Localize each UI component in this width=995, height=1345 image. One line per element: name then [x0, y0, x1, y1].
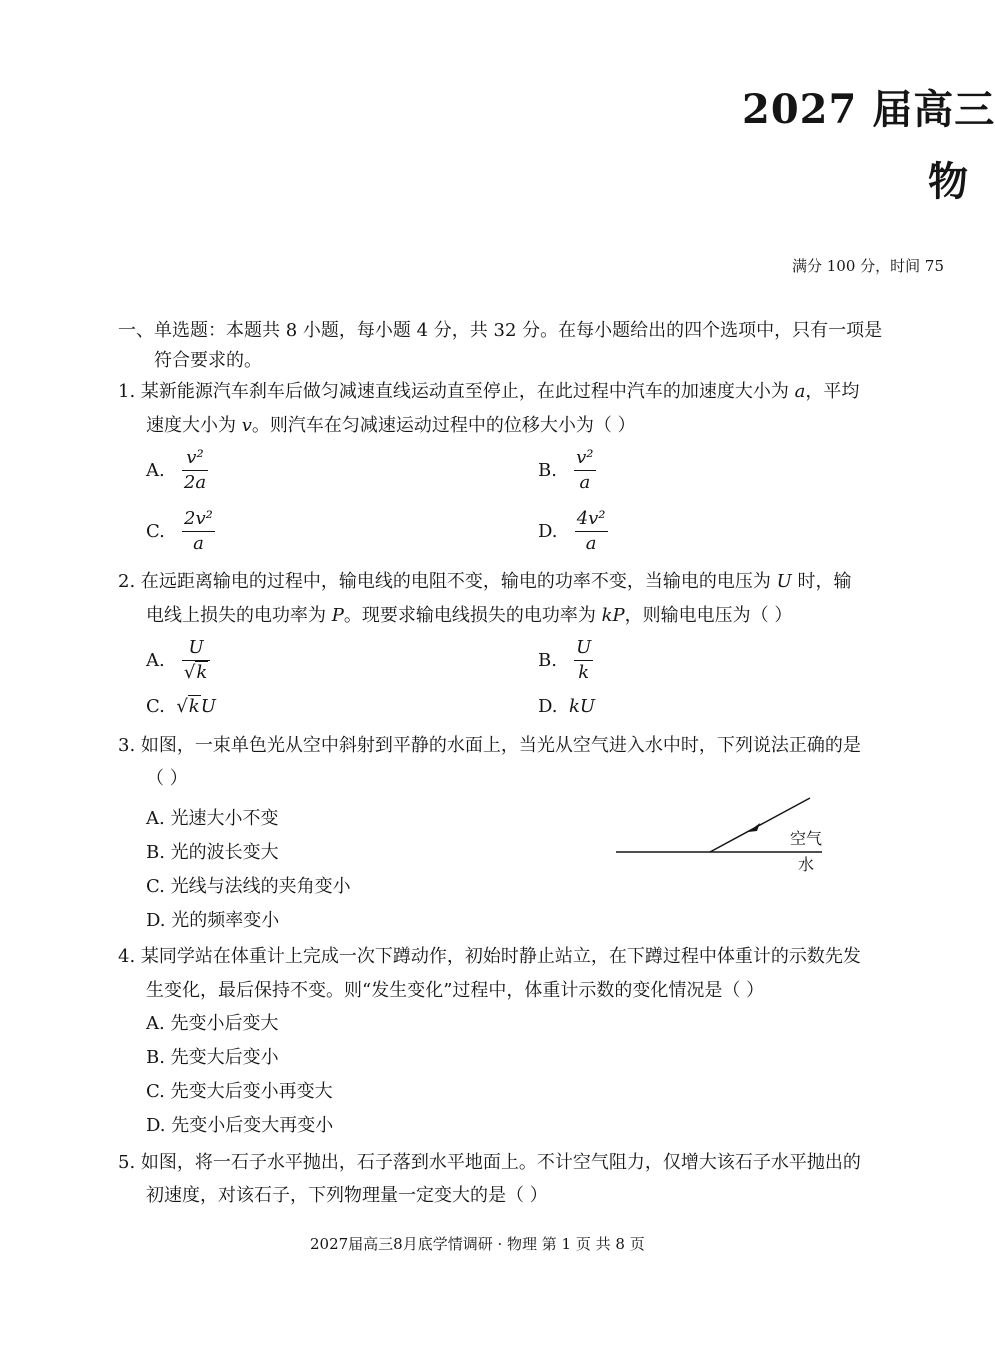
page-footer: 2027届高三8月底学情调研 · 物理 第 1 页 共 8 页	[310, 1235, 645, 1253]
q2-option-d[interactable]: D. kU	[538, 696, 596, 717]
exam-meta: 满分 100 分，时间 75	[792, 257, 945, 275]
fraction: $\frac{\text{4v²}}{a}$	[576, 508, 606, 554]
q2-stem-line1: 2. 在远距离输电的过程中，输电线的电阻不变，输电的功率不变，当输电的电压为 U 时，输	[118, 571, 852, 592]
q4-stem-line1: 4. 某同学站在体重计上完成一次下蹲动作，初始时静止站立，在下蹲过程中体重计的示数先发	[118, 946, 861, 967]
q5-stem-line1: 5. 如图，将一石子水平抛出，石子落到水平地面上。不计空气阻力，仅增大该石子水平抛出的	[118, 1152, 861, 1173]
q1-option-d[interactable]: D. $\frac{\text{4v²}}{a}$	[538, 508, 606, 554]
q2-option-c[interactable]: C. √kU	[146, 696, 216, 717]
section-heading: 一、单选题：本题共 8 小题，每小题 4 分，共 32 分。在每小题给出的四个选项中，只有一项是	[118, 320, 883, 341]
q1-stem-line1: 1. 某新能源汽车刹车后做匀减速直线运动直至停止，在此过程中汽车的加速度大小为 a，平均	[118, 381, 860, 402]
page-title: 2027 届高三	[742, 86, 995, 133]
q3-option-c[interactable]: C. 光线与法线的夹角变小	[146, 876, 351, 897]
q3-stem-line2: （ ）	[146, 768, 188, 789]
q4-stem-line2: 生变化，最后保持不变。则“发生变化”过程中，体重计示数的变化情况是（ ）	[146, 980, 765, 1001]
q2-stem-line2: 电线上损失的电功率为 P。现要求输电线损失的电功率为 kP，则输电电压为（ ）	[146, 605, 793, 626]
q1-stem-line2: 速度大小为 v。则汽车在匀减速运动过程中的位移大小为（ ）	[146, 415, 636, 436]
q1-option-a[interactable]: A. $\frac{\text{v²}}{2a}$	[146, 447, 207, 493]
fraction: $\frac{\text{v²}}{2a}$	[183, 447, 207, 493]
q4-option-d[interactable]: D. 先变小后变大再变小	[146, 1115, 334, 1136]
subject-title-fragment: 物	[928, 158, 968, 205]
q3-option-d[interactable]: D. 光的频率变小	[146, 910, 280, 931]
fraction: $\frac{U}{√k}$	[182, 636, 210, 685]
q4-option-b[interactable]: B. 先变大后变小	[146, 1047, 279, 1068]
air-label: 空气	[790, 829, 823, 848]
q3-option-a[interactable]: A. 光速大小不变	[146, 808, 279, 829]
fraction: $\frac{\text{v²}}{a}$	[576, 447, 594, 493]
q1-option-c[interactable]: C. $\frac{\text{2v²}}{a}$	[146, 508, 213, 554]
q5-stem-line2: 初速度，对该石子，下列物理量一定变大的是（ ）	[146, 1185, 548, 1206]
q2-option-b[interactable]: B. $\frac{U}{k}$	[538, 637, 592, 683]
q4-option-a[interactable]: A. 先变小后变大	[146, 1013, 279, 1034]
q3-stem-line1: 3. 如图，一束单色光从空中斜射到平静的水面上，当光从空气进入水中时，下列说法正确的是	[118, 735, 861, 756]
fraction: $\frac{\text{2v²}}{a}$	[184, 508, 213, 554]
ray-arrow-icon	[748, 823, 760, 832]
q4-option-c[interactable]: C. 先变大后变小再变大	[146, 1081, 333, 1102]
water-label: 水	[798, 855, 815, 874]
section-heading-cont: 符合要求的。	[154, 350, 262, 371]
q3-option-b[interactable]: B. 光的波长变大	[146, 842, 279, 863]
q1-option-b[interactable]: B. $\frac{\text{v²}}{a}$	[538, 447, 594, 493]
refraction-figure	[610, 790, 840, 880]
fraction: $\frac{U}{k}$	[576, 637, 592, 683]
q2-option-a[interactable]: A. $\frac{U}{√k}$	[146, 636, 210, 685]
